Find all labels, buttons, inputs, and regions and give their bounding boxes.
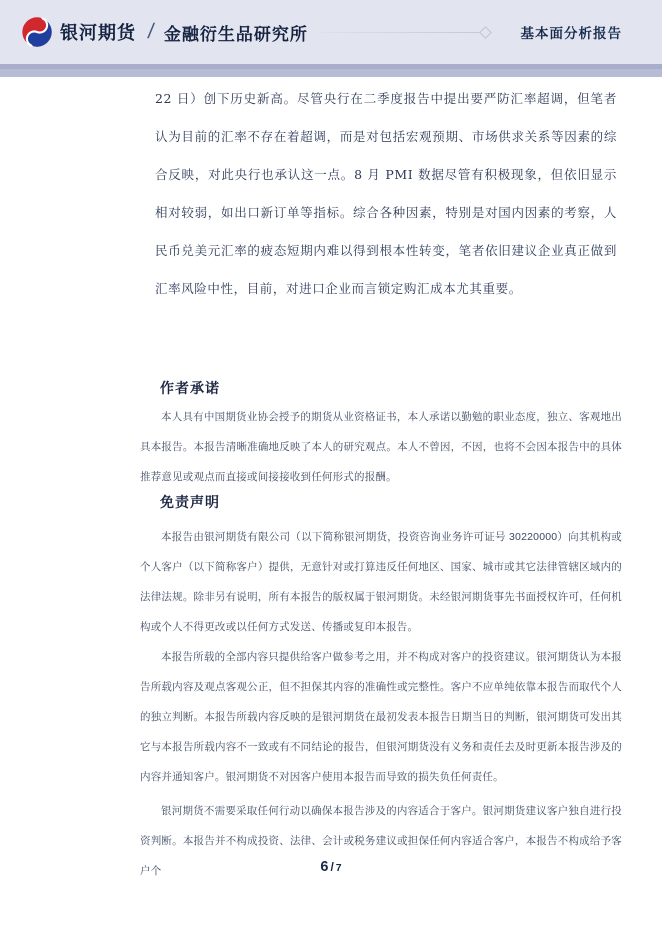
galaxy-futures-logo-icon (22, 17, 52, 47)
header-accent-band (0, 64, 662, 77)
page-header (0, 0, 662, 64)
department-name: 金融衍生品研究所 (163, 24, 308, 44)
author-commitment-paragraph: 本人具有中国期货业协会授予的期货从业资格证书，本人承诺以勤勉的职业态度，独立、客观地出具本报告。本报告清晰准确地反映了本人的研究观点。本人不曾因，不因，也将不会因本报告中的具体推荐意见或观点而直接或间接接收到任何形式的报酬。 (140, 411, 622, 483)
brand-name: 银河期货 (60, 23, 136, 43)
page-number-separator: / (330, 860, 334, 874)
disclaimer-paragraph-3: 银河期货不需要采取任何行动以确保本报告涉及的内容适合于客户。银河期货建议客户独自进行投资判断。本报告并不构成投资、法律、会计或税务建议或担保任何内容适合客户，本报告不构成给予客户个 (140, 805, 622, 877)
brand-separator: / (146, 20, 156, 43)
header-divider-line (322, 32, 482, 33)
disclaimer-paragraph-1: 本报告由银河期货有限公司（以下简称银河期货，投资咨询业务许可证号 30220000）向其机构或个人客户（以下简称客户）提供，无意针对或打算违反任何地区、国家、城市或其它法律管辖区域内的法律法规。除非另有说明，所有本报告的版权属于银河期货。未经银河期货事先书面授权许可，任何机构或个人不得更改或以任何方式发送、传播或复印本报告。 (140, 531, 622, 633)
total-page-number: 7 (335, 862, 342, 874)
disclaimer-heading: 免责声明 (160, 494, 220, 510)
current-page-number: 6 (320, 859, 329, 875)
page-footer (0, 858, 662, 876)
disclaimer-paragraph-2: 本报告所载的全部内容只提供给客户做参考之用，并不构成对客户的投资建议。银河期货认为本报告所载内容及观点客观公正，但不担保其内容的准确性或完整性。客户不应单纯依靠本报告而取代个人的独立判断。本报告所载内容反映的是银河期货在最初发表本报告日期当日的判断，银河期货可发出其它与本报告所载内容不一致或有不同结论的报告，但银河期货没有义务和责任去及时更新本报告涉及的内容并通知客户。银河期货不对因客户使用本报告而导致的损失负任何责任。 (140, 651, 622, 783)
diamond-icon (479, 26, 492, 39)
analysis-paragraph: 22 日）创下历史新高。尽管央行在二季度报告中提出要严防汇率超调，但笔者认为目前的汇率不存在着超调，而是对包括宏观预期、市场供求关系等因素的综合反映，对此央行也承认这一点。8 月 PMI 数据尽管有积极现象，但依旧显示相对较弱，如出口新订单等指标。综合各种因素，特别是对国内因素的考察，人民币兑美元汇率的疲态短期内难以得到根本性转变，笔者依旧建议企业真正做到汇率风险中性，目前，对进口企业而言锁定购汇成本尤其重要。 (155, 91, 617, 296)
author-commitment-heading: 作者承诺 (160, 380, 220, 396)
report-body (140, 77, 622, 886)
report-type-label: 基本面分析报告 (520, 26, 622, 41)
